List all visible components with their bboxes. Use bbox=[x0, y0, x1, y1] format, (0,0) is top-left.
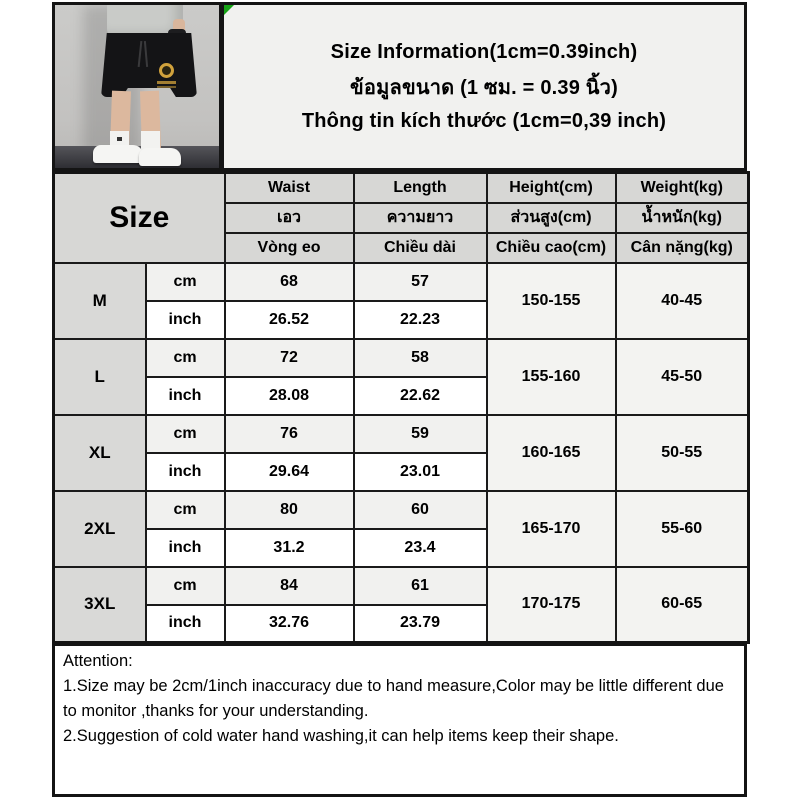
attention-heading: Attention: bbox=[63, 652, 133, 670]
weight-range: 40-45 bbox=[616, 263, 749, 339]
waist-header-th: เอว bbox=[225, 203, 354, 233]
length-cm: 61 bbox=[354, 567, 487, 605]
length-header-en: Length bbox=[354, 173, 487, 203]
size-chart-sheet bbox=[52, 2, 747, 797]
size-cell: M bbox=[54, 263, 146, 339]
length-cm: 57 bbox=[354, 263, 487, 301]
white-sneaker bbox=[139, 148, 181, 166]
length-inch: 22.23 bbox=[354, 301, 487, 339]
waist-header-en: Waist bbox=[225, 173, 354, 203]
shorts-logo-text bbox=[157, 81, 176, 84]
unit-cm-cell: cm bbox=[146, 339, 225, 377]
table-row bbox=[54, 567, 749, 605]
height-range: 150-155 bbox=[487, 263, 616, 339]
weight-range: 60-65 bbox=[616, 567, 749, 643]
waist-cm: 80 bbox=[225, 491, 354, 529]
waist-inch: 26.52 bbox=[225, 301, 354, 339]
top-band bbox=[52, 2, 747, 171]
attention-notes bbox=[52, 644, 747, 797]
table-row bbox=[54, 263, 749, 301]
header-row-en bbox=[54, 173, 749, 203]
cell-error-triangle-icon bbox=[224, 5, 234, 15]
height-header-en: Height(cm) bbox=[487, 173, 616, 203]
attention-line-2: 2.Suggestion of cold water hand washing,it can help items keep their shape. bbox=[63, 727, 619, 745]
title-english: Size Information(1cm=0.39inch) bbox=[330, 40, 638, 63]
length-header-th: ความยาว bbox=[354, 203, 487, 233]
unit-cm-cell: cm bbox=[146, 567, 225, 605]
size-cell: 2XL bbox=[54, 491, 146, 567]
waist-cm: 76 bbox=[225, 415, 354, 453]
length-inch: 23.4 bbox=[354, 529, 487, 567]
height-header-vi: Chiều cao(cm) bbox=[487, 233, 616, 263]
product-photo bbox=[52, 2, 222, 171]
unit-inch-cell: inch bbox=[146, 529, 225, 567]
size-information-title-cell bbox=[222, 2, 747, 171]
weight-header-th: น้ำหนัก(kg) bbox=[616, 203, 749, 233]
length-cm: 59 bbox=[354, 415, 487, 453]
weight-header-en: Weight(kg) bbox=[616, 173, 749, 203]
unit-inch-cell: inch bbox=[146, 453, 225, 491]
waist-inch: 28.08 bbox=[225, 377, 354, 415]
height-range: 165-170 bbox=[487, 491, 616, 567]
unit-cm-cell: cm bbox=[146, 415, 225, 453]
waist-cm: 72 bbox=[225, 339, 354, 377]
length-header-vi: Chiều dài bbox=[354, 233, 487, 263]
title-thai: ข้อมูลขนาด (1 ซม. = 0.39 นิ้ว) bbox=[350, 76, 618, 99]
unit-cm-cell: cm bbox=[146, 491, 225, 529]
photo-scene bbox=[55, 5, 219, 168]
white-sneaker bbox=[93, 145, 143, 163]
table-row bbox=[54, 491, 749, 529]
waist-cm: 84 bbox=[225, 567, 354, 605]
unit-inch-cell: inch bbox=[146, 377, 225, 415]
unit-inch-cell: inch bbox=[146, 605, 225, 643]
unit-inch-cell: inch bbox=[146, 301, 225, 339]
table-row bbox=[54, 415, 749, 453]
weight-range: 55-60 bbox=[616, 491, 749, 567]
height-header-th: ส่วนสูง(cm) bbox=[487, 203, 616, 233]
length-inch: 23.79 bbox=[354, 605, 487, 643]
shorts-gold-logo-icon bbox=[159, 63, 174, 78]
length-cm: 58 bbox=[354, 339, 487, 377]
weight-range: 50-55 bbox=[616, 415, 749, 491]
height-range: 160-165 bbox=[487, 415, 616, 491]
waist-cm: 68 bbox=[225, 263, 354, 301]
waist-inch: 31.2 bbox=[225, 529, 354, 567]
title-vietnamese: Thông tin kích thước (1cm=0,39 inch) bbox=[301, 109, 667, 132]
length-cm: 60 bbox=[354, 491, 487, 529]
waist-header-vi: Vòng eo bbox=[225, 233, 354, 263]
black-shorts bbox=[101, 33, 197, 97]
size-header-cell: Size bbox=[54, 173, 225, 263]
sock-logo bbox=[117, 137, 122, 141]
weight-range: 45-50 bbox=[616, 339, 749, 415]
attention-line-1: 1.Size may be 2cm/1inch inaccuracy due to hand measure,Color may be little different due to monitor ,thanks for your understanding. bbox=[63, 677, 724, 720]
waist-inch: 29.64 bbox=[225, 453, 354, 491]
size-cell: XL bbox=[54, 415, 146, 491]
height-range: 170-175 bbox=[487, 567, 616, 643]
size-table bbox=[52, 171, 750, 644]
shorts-logo-text bbox=[157, 86, 176, 88]
height-range: 155-160 bbox=[487, 339, 616, 415]
length-inch: 23.01 bbox=[354, 453, 487, 491]
length-inch: 22.62 bbox=[354, 377, 487, 415]
waist-inch: 32.76 bbox=[225, 605, 354, 643]
size-cell: 3XL bbox=[54, 567, 146, 643]
size-cell: L bbox=[54, 339, 146, 415]
weight-header-vi: Cân nặng(kg) bbox=[616, 233, 749, 263]
table-row bbox=[54, 339, 749, 377]
unit-cm-cell: cm bbox=[146, 263, 225, 301]
